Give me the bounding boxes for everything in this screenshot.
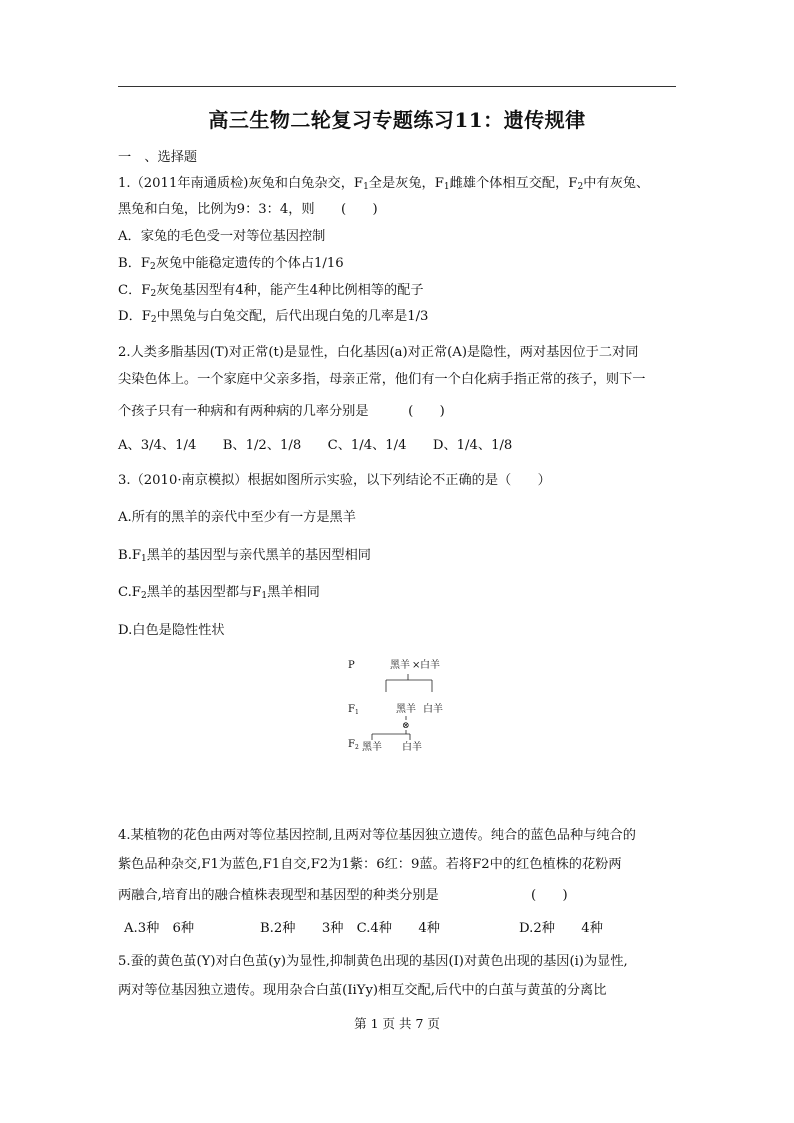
q1-line-1: 1.（2011年南通质检)灰兔和白兔杂交，$F_1$全是灰兔，$F_1$雌雄个体相互交配，$F_2$中有灰兔、 [118, 176, 650, 192]
q3-option-a: A.所有的黑羊的亲代中至少有一方是黑羊 [118, 510, 356, 525]
header-rule [118, 86, 676, 87]
page-footer: 第 1 页 共 7 页 [354, 1016, 440, 1031]
diagram-cross-symbol: × [412, 660, 421, 671]
pedigree-diagram [340, 652, 460, 764]
q2-line-3: 个孩子只有一种病和有两种病的几率分别是 ( ) [118, 404, 445, 419]
section-heading: 一 、选择题 [118, 150, 198, 165]
q3-option-b: $B.F_1$黑羊的基因型与亲代黑羊的基因型相同 [118, 548, 371, 564]
q1-option-a: A．家兔的毛色受一对等位基因控制 [118, 229, 326, 244]
q4-options: A.3种 6种 B.2种 3种 C.4种 4种 D.2种 4种 [124, 921, 603, 936]
diagram-f2-white-sheep: 白羊 [402, 742, 422, 753]
q1-option-d: D．$F_2$中黑兔与白兔交配，后代出现白兔的几率是1/3 [118, 309, 429, 325]
diagram-f1-black-sheep: 黑羊 [396, 704, 416, 715]
q2-line-2: 尖染色体上。一个家庭中父亲多指，母亲正常，他们有一个白化病手指正常的孩子，则下一 [118, 372, 646, 387]
diagram-label-f1: $F_1$ [348, 704, 359, 716]
q1-line-2: 黑兔和白兔，比例为9：3：4，则 ( ) [118, 202, 378, 217]
q4-line-3: 两融合,培育出的融合植株表现型和基因型的种类分别是 ( ) [118, 888, 568, 903]
page-title: 高三生物二轮复习专题练习11：遗传规律 [208, 108, 586, 132]
q2-line-1: 2.人类多脂基因(T)对正常(t)是显性，白化基因(a)对正常(A)是隐性，两对基因位于二对同 [118, 345, 639, 360]
q4-line-1: 4.某植物的花色由两对等位基因控制,且两对等位基因独立遗传。纯合的蓝色品种与纯合的 [118, 828, 636, 843]
q3-option-c: $C.F_2$黑羊的基因型都与$F_1$黑羊相同 [118, 585, 320, 601]
q5-line-1: 5.蚕的黄色茧(Y)对白色茧(y)为显性,抑制黄色出现的基因(I)对黄色出现的基因(i)为显性, [118, 954, 628, 969]
q4-line-2: 紫色品种杂交,F1为蓝色,F1自交,F2为1紫：6红：9蓝。若将F2中的红色植株的花粉两 [118, 857, 622, 872]
diagram-self-symbol: ⊗ [402, 721, 410, 731]
q3-option-d: D.白色是隐性性状 [118, 623, 225, 638]
q5-line-2: 两对等位基因独立遗传。现用杂合白茧(IiYy)相互交配,后代中的白茧与黄茧的分离比 [118, 983, 607, 998]
diagram-label-f2: $F_2$ [348, 739, 359, 751]
diagram-f1-white-sheep: 白羊 [423, 704, 443, 715]
diagram-p-white-sheep: 白羊 [420, 660, 440, 671]
q1-option-b: B．$F_2$灰兔中能稳定遗传的个体占1/16 [118, 256, 344, 272]
q2-options: A、3/4、1/4 B、1/2、1/8 C、1/4、1/4 D、1/4、1/8 [118, 438, 513, 453]
q3-line-1: 3.（2010·南京模拟）根据如图所示实验，以下列结论不正确的是（ ） [118, 473, 551, 488]
q1-option-c: C．$F_2$灰兔基因型有4种，能产生4种比例相等的配子 [118, 283, 424, 299]
diagram-f2-black-sheep: 黑羊 [362, 742, 382, 753]
diagram-label-p: P [348, 660, 355, 671]
diagram-p-black-sheep: 黑羊 [390, 660, 410, 671]
